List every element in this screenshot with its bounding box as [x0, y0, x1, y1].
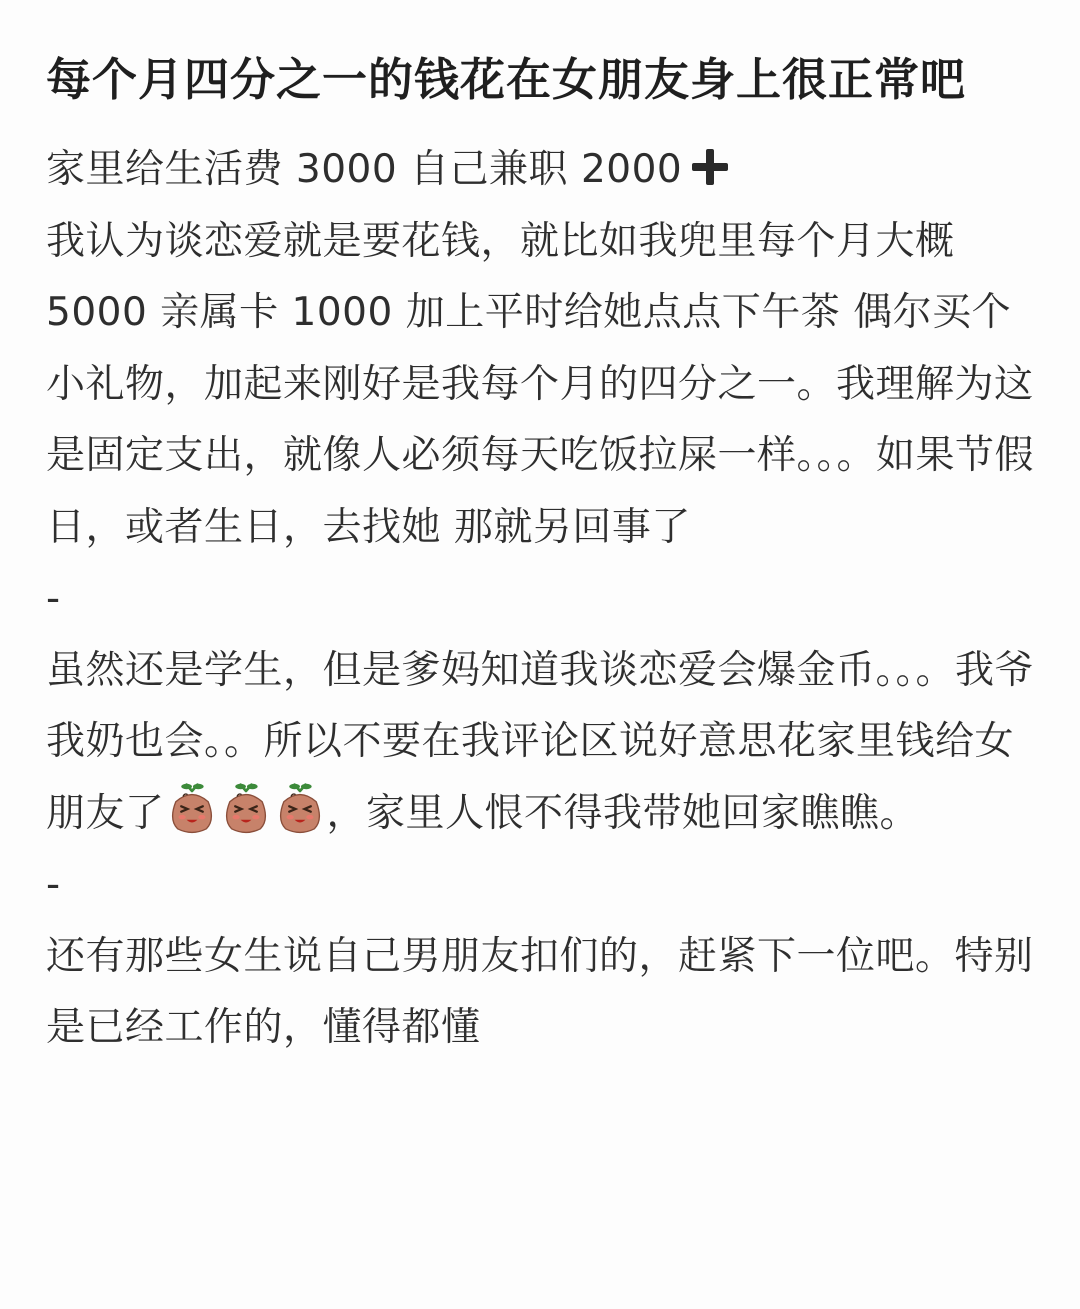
paragraph-2-text-b: ，家里人恨不得我带她回家瞧瞧。 — [326, 790, 920, 836]
embarrassed-potato-emoji-icon — [273, 782, 327, 836]
emoji-group — [165, 791, 327, 836]
paragraph-1: 我认为谈恋爱就是要花钱，就比如我兜里每个月大概 5000 亲属卡 1000 加上平时给她点点下午茶 偶尔买个小礼物，加起来刚好是我每个月的四分之一。我理解为这是固定支出，就像人必须每天吃饭拉屎一样。。。如果节假日，或者生日，去找她 那就另回事了 — [46, 218, 1035, 550]
embarrassed-potato-emoji-icon — [165, 782, 219, 836]
paragraph-3: 还有那些女生说自己男朋友扣们的，赶紧下一位吧。特别是已经工作的，懂得都懂 — [46, 933, 1034, 1050]
post-content — [46, 44, 1046, 1064]
separator: - — [46, 862, 61, 907]
embarrassed-potato-emoji-icon — [219, 782, 273, 836]
paragraph-2-text-a: 虽然还是学生，但是爹妈知道我谈恋爱会爆金币。。。我爷我奶也会。。所以不要在我评论区说好意思花家里钱给女朋友了 — [46, 647, 1035, 836]
intro-text: 家里给生活费 3000 自己兼职 2000 — [46, 147, 683, 192]
separator: - — [46, 576, 61, 621]
intro-line — [46, 134, 1046, 206]
post-body — [46, 134, 1046, 1064]
paragraph-2 — [46, 635, 1046, 850]
plus-icon — [690, 147, 730, 187]
post-title: 每个月四分之一的钱花在女朋友身上很正常吧 — [46, 53, 967, 106]
